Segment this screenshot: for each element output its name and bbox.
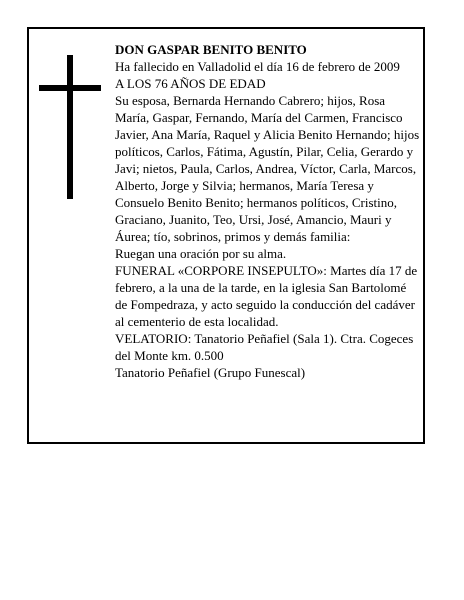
cross-horizontal-bar: [39, 85, 101, 91]
funeral-details: FUNERAL «CORPORE INSEPULTO»: Martes día 17 de febrero, a la una de la tarde, en la iglesia San Bartolomé de Fompedraza, y acto seguido la conducción del cadáver al cementerio de esta localidad.: [115, 263, 418, 329]
death-statement: Ha fallecido en Valladolid el día 16 de febrero de 2009: [115, 59, 400, 74]
obituary-text: [115, 41, 421, 381]
family-list: Su esposa, Bernarda Hernando Cabrero; hijos, Rosa María, Gaspar, Fernando, María del Carmen, Francisco Javier, Ana María, Raquel y Alicia Benito Hernando; hijos políticos, Carlos, Fátima, Agustín, Pilar, Celia, Gerardo y Javi; nietos, Paula, Carlos, Andrea, Víctor, Carla, Marcos, Alberto, Jorge y Silvia; hermanos, María Teresa y Consuelo Benito Benito; hermanos políticos, Cristino, Graciano, Juanito, Teo, Ursi, José, Amancio, Mauri y Áurea; tío, sobrinos, primos y demás familia:: [115, 93, 420, 244]
obituary-notice: [27, 27, 425, 444]
age-statement: A LOS 76 AÑOS DE EDAD: [115, 76, 266, 91]
prayer-request: Ruegan una oración por su alma.: [115, 246, 287, 261]
deceased-name: DON GASPAR BENITO BENITO: [115, 42, 307, 57]
funeral-home: Tanatorio Peñafiel (Grupo Funescal): [115, 365, 306, 380]
wake-details: VELATORIO: Tanatorio Peñafiel (Sala 1). Ctra. Cogeces del Monte km. 0.500: [115, 331, 414, 363]
cross-vertical-bar: [67, 55, 73, 199]
latin-cross-icon: [39, 55, 101, 199]
